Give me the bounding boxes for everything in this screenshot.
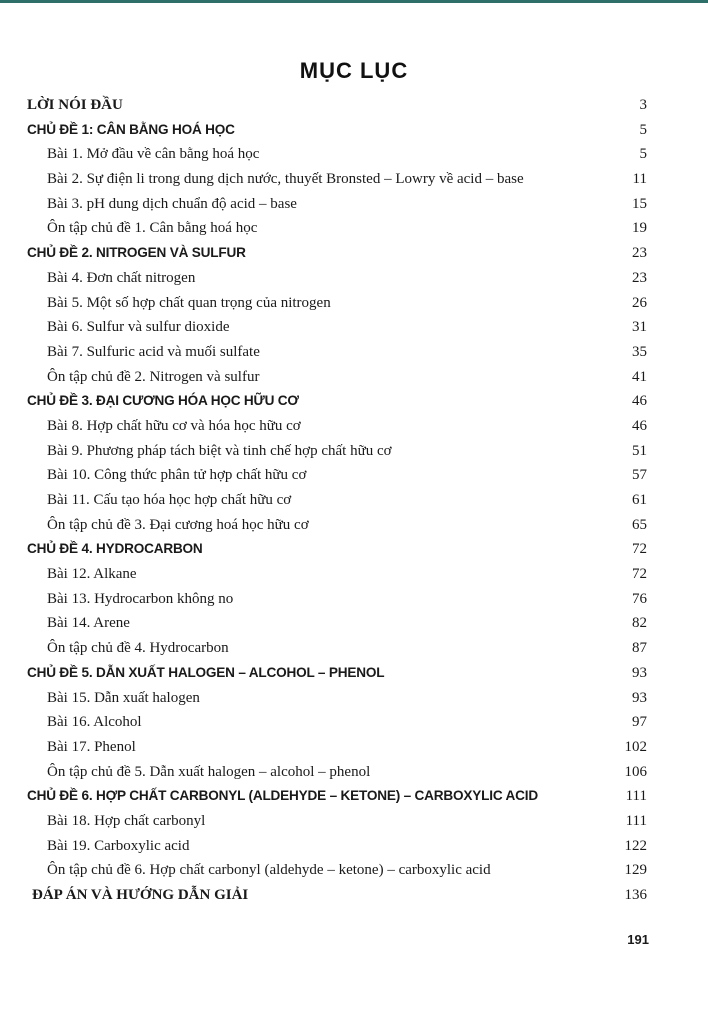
toc-entry-page: 72 bbox=[632, 541, 647, 558]
toc-entry-label: Ôn tập chủ đề 1. Cân bằng hoá học bbox=[47, 220, 258, 237]
toc-entry-page: 82 bbox=[632, 615, 647, 632]
toc-lesson-entry bbox=[0, 761, 708, 786]
toc-lesson-entry bbox=[0, 637, 708, 662]
toc-entry-label: CHỦ ĐỀ 4. HYDROCARBON bbox=[27, 541, 203, 557]
toc-lesson-entry bbox=[0, 588, 708, 613]
toc-entry-label: Bài 2. Sự điện li trong dung dịch nước, thuyết Bronsted – Lowry về acid – base bbox=[47, 171, 524, 188]
toc-entry-label: Ôn tập chủ đề 6. Hợp chất carbonyl (aldehyde – ketone) – carboxylic acid bbox=[47, 862, 491, 879]
toc-lesson-entry bbox=[0, 440, 708, 465]
toc-entry-label: Bài 19. Carboxylic acid bbox=[47, 837, 190, 854]
toc-topic-entry bbox=[0, 242, 708, 267]
toc-topic-entry bbox=[0, 785, 708, 810]
toc-entry bbox=[0, 884, 708, 909]
toc-entry-label: Bài 18. Hợp chất carbonyl bbox=[47, 812, 206, 829]
toc-entry-page: 111 bbox=[625, 788, 647, 805]
toc-topic-entry bbox=[0, 119, 708, 144]
toc-entry-label: CHỦ ĐỀ 2. NITROGEN VÀ SULFUR bbox=[27, 245, 246, 261]
toc-entry-label: Ôn tập chủ đề 3. Đại cương hoá học hữu cơ bbox=[47, 516, 309, 533]
toc-entry-label: Bài 3. pH dung dịch chuẩn độ acid – base bbox=[47, 195, 297, 212]
toc-lesson-entry bbox=[0, 217, 708, 242]
toc-entry-page: 111 bbox=[625, 812, 647, 829]
toc-entry-page: 72 bbox=[632, 566, 647, 583]
toc-entry-page: 19 bbox=[632, 220, 647, 237]
toc-lesson-entry bbox=[0, 366, 708, 391]
toc-entry-page: 61 bbox=[632, 492, 647, 508]
toc-entry-label: Bài 12. Alkane bbox=[47, 566, 137, 583]
toc-entry-page: 5 bbox=[639, 121, 647, 138]
toc-entry-page: 65 bbox=[632, 516, 647, 533]
toc-entry-page: 11 bbox=[632, 171, 647, 188]
toc-entry-page: 93 bbox=[632, 689, 647, 706]
toc-lesson-entry bbox=[0, 489, 708, 514]
toc-lesson-entry bbox=[0, 143, 708, 168]
toc-entry-page: 31 bbox=[632, 319, 647, 336]
toc-lesson-entry bbox=[0, 810, 708, 835]
toc-entry-label: Bài 11. Cấu tạo hóa học hợp chất hữu cơ bbox=[47, 492, 292, 508]
toc-entry-label: Bài 5. Một số hợp chất quan trọng của nitrogen bbox=[47, 294, 331, 311]
toc-topic-entry bbox=[0, 662, 708, 687]
toc-entry-label: CHỦ ĐỀ 3. ĐẠI CƯƠNG HÓA HỌC HỮU CƠ bbox=[27, 393, 299, 409]
toc-entry-label: Bài 1. Mở đầu về cân bằng hoá học bbox=[47, 146, 260, 163]
toc-entry-label: Bài 15. Dẫn xuất halogen bbox=[47, 689, 200, 706]
toc-entry-page: 87 bbox=[632, 640, 647, 657]
toc-lesson-entry bbox=[0, 464, 708, 489]
toc-entry-label: Bài 7. Sulfuric acid và muối sulfate bbox=[47, 343, 260, 360]
toc-entry-page: 57 bbox=[632, 467, 647, 484]
toc-entry-label: Bài 16. Alcohol bbox=[47, 714, 142, 731]
toc-entry-page: 136 bbox=[624, 887, 647, 903]
toc-lesson-entry bbox=[0, 316, 708, 341]
page-number: 191 bbox=[627, 932, 649, 947]
toc-entry-page: 102 bbox=[624, 738, 647, 755]
toc-lesson-entry bbox=[0, 292, 708, 317]
toc-entry-label: ĐÁP ÁN VÀ HƯỚNG DẪN GIẢI bbox=[32, 887, 249, 903]
toc-entry-label: Bài 14. Arene bbox=[47, 615, 130, 632]
toc-entry-page: 46 bbox=[632, 393, 647, 410]
toc-entry-page: 93 bbox=[632, 664, 647, 681]
toc-entry-page: 41 bbox=[632, 368, 647, 385]
toc-entry-label: Bài 17. Phenol bbox=[47, 738, 136, 755]
toc-entry-page: 46 bbox=[632, 417, 647, 434]
toc-lesson-entry bbox=[0, 687, 708, 712]
page-title: MỤC LỤC bbox=[299, 58, 409, 83]
toc-entry-page: 106 bbox=[624, 763, 647, 780]
toc-entry-page: 51 bbox=[632, 442, 647, 459]
table-of-contents bbox=[0, 94, 708, 909]
toc-lesson-entry bbox=[0, 859, 708, 884]
toc-lesson-entry bbox=[0, 736, 708, 761]
toc-entry-label: Ôn tập chủ đề 2. Nitrogen và sulfur bbox=[47, 368, 260, 385]
toc-entry-page: 15 bbox=[632, 195, 647, 212]
toc-topic-entry bbox=[0, 390, 708, 415]
toc-entry-label: LỜI NÓI ĐẦU bbox=[27, 97, 123, 113]
top-border bbox=[0, 0, 708, 3]
toc-lesson-entry bbox=[0, 711, 708, 736]
toc-entry-page: 3 bbox=[639, 97, 647, 113]
toc-lesson-entry bbox=[0, 341, 708, 366]
toc-lesson-entry bbox=[0, 168, 708, 193]
toc-entry-label: Ôn tập chủ đề 5. Dẫn xuất halogen – alcohol – phenol bbox=[47, 763, 371, 780]
toc-entry-label: Bài 13. Hydrocarbon không no bbox=[47, 590, 234, 607]
toc-entry-label: Bài 8. Hợp chất hữu cơ và hóa học hữu cơ bbox=[47, 417, 301, 434]
toc-entry-label: CHỦ ĐỀ 6. HỢP CHẤT CARBONYL (ALDEHYDE – KETONE) – CARBOXYLIC ACID bbox=[27, 788, 538, 804]
toc-entry-label: CHỦ ĐỀ 1: CÂN BẰNG HOÁ HỌC bbox=[27, 121, 235, 137]
toc-entry-label: Bài 4. Đơn chất nitrogen bbox=[47, 269, 196, 286]
toc-lesson-entry bbox=[0, 612, 708, 637]
toc-entry-label: Bài 6. Sulfur và sulfur dioxide bbox=[47, 319, 230, 336]
toc-entry-page: 97 bbox=[632, 714, 647, 731]
toc-entry-page: 76 bbox=[632, 590, 647, 607]
toc-entry-label: Ôn tập chủ đề 4. Hydrocarbon bbox=[47, 640, 229, 657]
toc-entry-page: 129 bbox=[624, 862, 647, 879]
toc-entry-page: 23 bbox=[632, 245, 647, 262]
toc-entry-label: Bài 9. Phương pháp tách biệt và tinh chế hợp chất hữu cơ bbox=[47, 442, 392, 459]
toc-entry-page: 26 bbox=[632, 294, 647, 311]
toc-lesson-entry bbox=[0, 563, 708, 588]
toc-entry-page: 35 bbox=[632, 343, 647, 360]
toc-lesson-entry bbox=[0, 514, 708, 539]
toc-lesson-entry bbox=[0, 835, 708, 860]
toc-entry-page: 122 bbox=[624, 837, 647, 854]
toc-entry-label: Bài 10. Công thức phân tử hợp chất hữu cơ bbox=[47, 467, 307, 484]
toc-lesson-entry bbox=[0, 193, 708, 218]
toc-lesson-entry bbox=[0, 267, 708, 292]
toc-lesson-entry bbox=[0, 415, 708, 440]
toc-entry-page: 23 bbox=[632, 269, 647, 286]
toc-topic-entry bbox=[0, 538, 708, 563]
toc-entry-page: 5 bbox=[639, 146, 647, 163]
toc-entry-label: CHỦ ĐỀ 5. DẪN XUẤT HALOGEN – ALCOHOL – PHENOL bbox=[27, 664, 385, 680]
toc-entry bbox=[0, 94, 708, 119]
